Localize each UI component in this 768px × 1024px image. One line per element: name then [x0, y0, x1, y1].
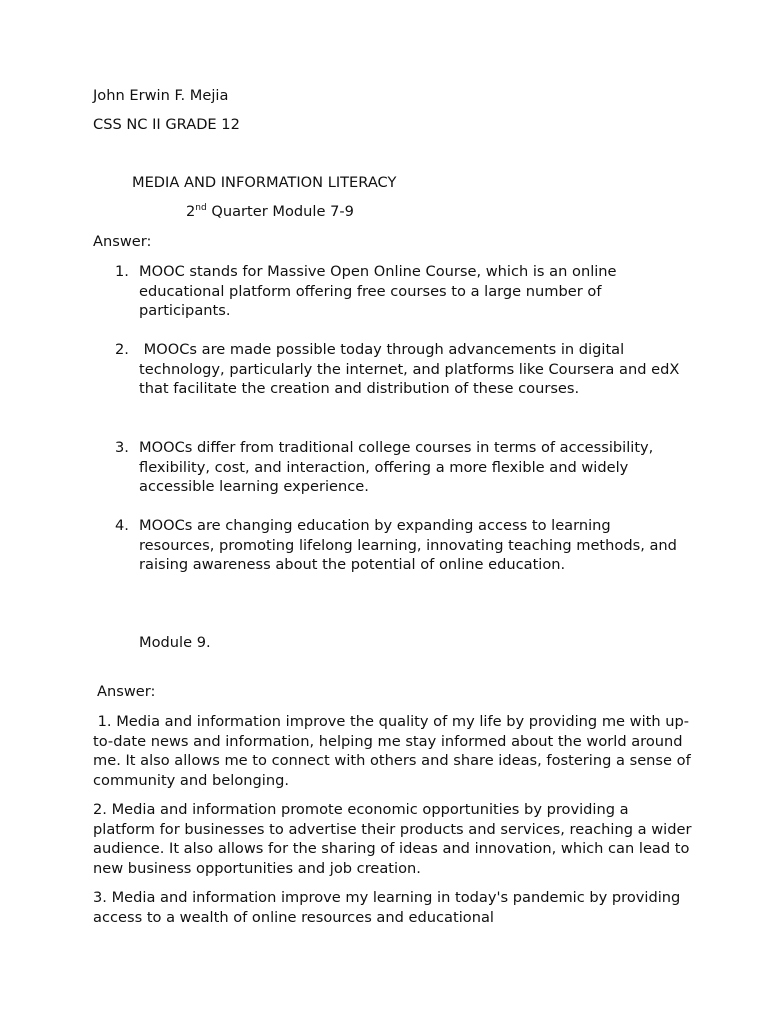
list-item-number: 4.	[115, 517, 129, 534]
list-item	[93, 516, 693, 575]
quarter-number: 2	[186, 203, 196, 220]
list-item	[93, 262, 693, 321]
answer-paragraph-3: 3. Media and information improve my learning in today's pandemic by providing access to a wealth of online resources and educational	[93, 889, 681, 926]
answer-label-part1: Answer:	[93, 233, 152, 250]
list-item-text: MOOCs differ from traditional college courses in terms of accessibility, flexibility, cost, and interaction, offering a more flexible and widely accessible learning experience.	[139, 439, 654, 496]
answer-paragraph-2: 2. Media and information promote economic opportunities by providing a platform for businesses to advertise their products and services, reaching a wider audience. It also allows for the sharing of ideas and innovation, which can lead to new business opportunities and job creation.	[93, 801, 692, 877]
list-item-text: MOOC stands for Massive Open Online Course, which is an online educational platform offering free courses to a large number of participants.	[139, 263, 617, 320]
list-item-number: 1.	[115, 263, 129, 280]
list-item	[93, 438, 693, 497]
quarter-heading	[186, 202, 354, 222]
answer-label-part2: Answer:	[97, 683, 156, 700]
quarter-module-text: Quarter Module 7-9	[206, 203, 354, 220]
list-item-number: 3.	[115, 439, 129, 456]
quarter-ordinal-suffix: nd	[195, 203, 207, 214]
list-item	[93, 340, 693, 399]
answer-paragraph-1: 1. Media and information improve the quality of my life by providing me with up-to-date news and information, helping me stay informed about the world around me. It also allows me to connect with others and share ideas, fostering a sense of community and belonging.	[93, 713, 696, 789]
class-section: CSS NC II GRADE 12	[93, 116, 240, 133]
list-item-number: 2.	[115, 341, 129, 358]
subject-title: MEDIA AND INFORMATION LITERACY	[132, 174, 397, 191]
list-item-text: MOOCs are changing education by expanding access to learning resources, promoting lifelong learning, innovating teaching methods, and raising awareness about the potential of online education.	[139, 517, 677, 574]
list-item-text: MOOCs are made possible today through advancements in digital technology, particularly the internet, and platforms like Coursera and edX that facilitate the creation and distribution of these courses.	[139, 341, 684, 398]
author-name: John Erwin F. Mejia	[93, 87, 229, 104]
module-9-heading: Module 9.	[139, 634, 211, 651]
